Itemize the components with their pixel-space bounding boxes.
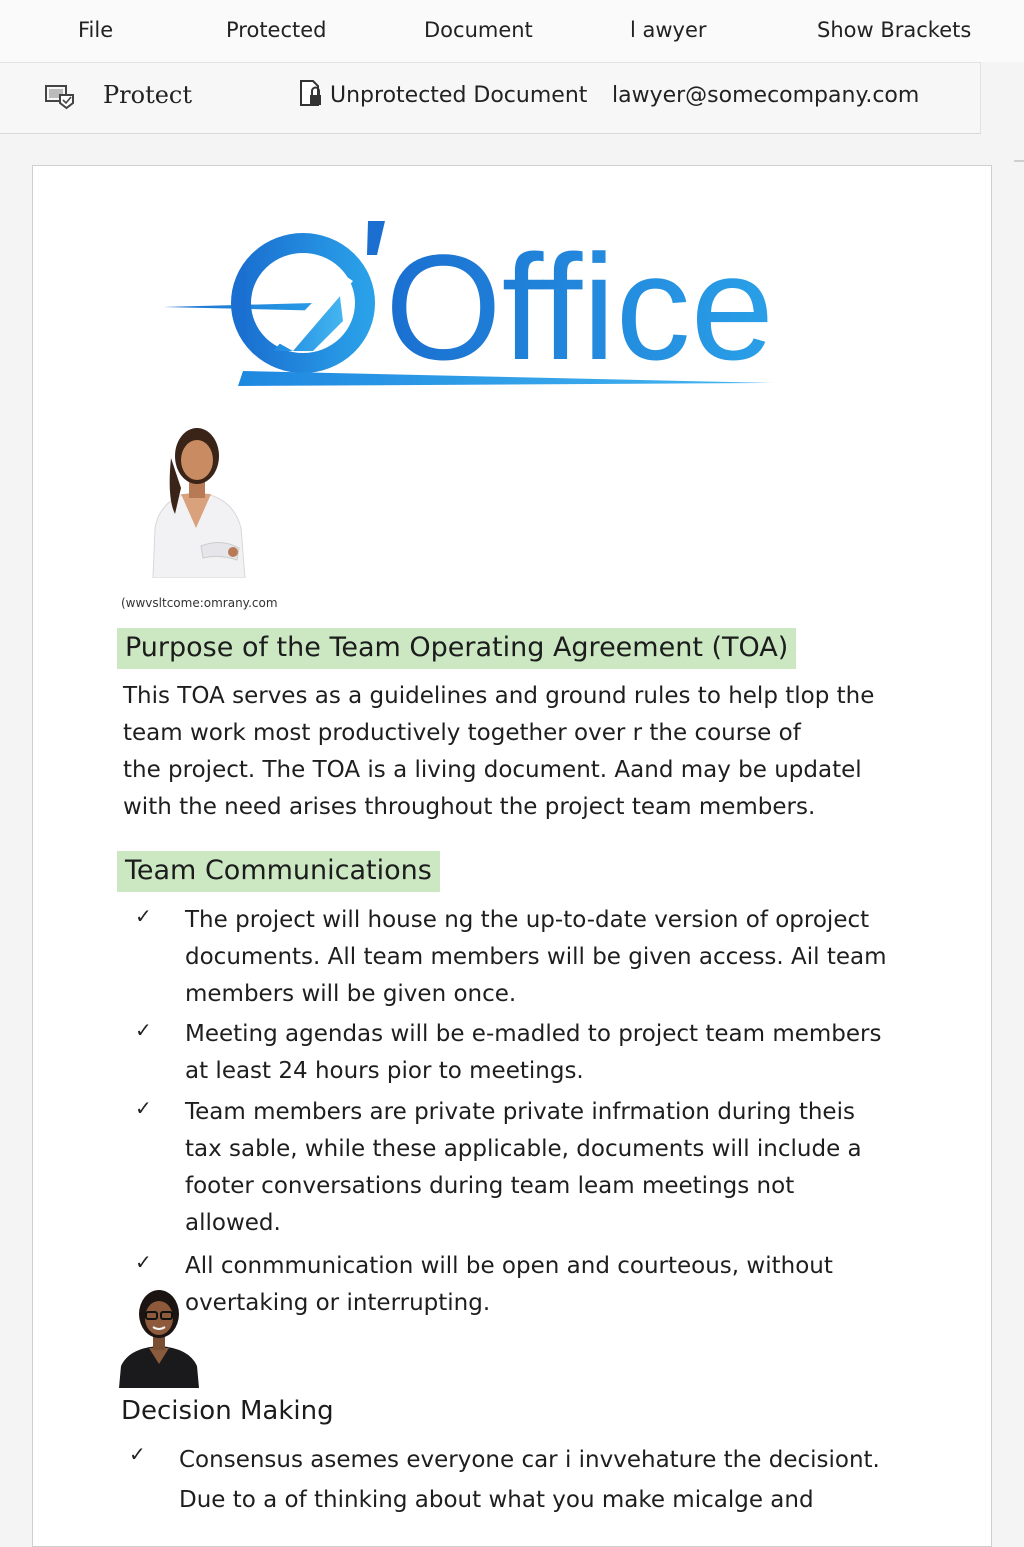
purpose-line: This TOA serves as a guidelines and ground rules to help tlop the (123, 683, 875, 709)
protect-icon[interactable] (44, 83, 76, 111)
bullet-line: allowed. (185, 1210, 281, 1236)
logo-text: Office (385, 223, 775, 391)
check-icon: ✓ (129, 1442, 146, 1466)
office-logo (163, 211, 803, 391)
communications-heading: Team Communications (117, 851, 440, 892)
menu-bar (0, 0, 1024, 62)
check-icon: ✓ (135, 1250, 152, 1274)
user-email: lawyer@somecompany.com (612, 83, 920, 108)
document-page (32, 165, 992, 1547)
document-status: Unprotected Document (330, 83, 588, 108)
website-url: (wwvsltcome:omrany.com (121, 596, 278, 610)
bullet-line: overtaking or interrupting. (185, 1290, 491, 1316)
menu-file[interactable]: File (78, 18, 114, 42)
check-icon: ✓ (135, 1096, 152, 1120)
decision-heading: Decision Making (121, 1396, 334, 1426)
bullet-line: footer conversations during team leam meetings not (185, 1173, 795, 1199)
check-icon: ✓ (135, 1018, 152, 1042)
bullet-line: tax sable, while these applicable, documents will include a (185, 1136, 862, 1162)
toolbar (0, 62, 981, 134)
purpose-line: the project. The TOA is a living document. Aand may be updatel (123, 757, 862, 783)
bullet-line: members will be given once. (185, 981, 517, 1007)
purpose-line: team work most productively together over r the course of (123, 720, 801, 746)
purpose-line: with the need arises throughout the project team members. (123, 794, 816, 820)
purpose-paragraph (123, 678, 903, 826)
document-lock-icon (298, 79, 324, 109)
bullet-line: documents. All team members will be given access. Ail team (185, 944, 887, 970)
bullet-line: at least 24 hours pior to meetings. (185, 1058, 584, 1084)
bullet-line: The project will house ng the up-to-date version of oproject (185, 907, 870, 933)
person-photo (119, 1282, 199, 1388)
bullet-line: All conmmunication will be open and courteous, without (185, 1253, 833, 1279)
bullet-line: Team members are private private infrmation during theis (185, 1099, 855, 1125)
person-photo (141, 418, 251, 578)
menu-show-brackets[interactable]: Show Brackets (817, 18, 972, 42)
protect-button[interactable]: Protect (103, 81, 193, 109)
bullet-line: Due to a of thinking about what you make micalge and (179, 1487, 814, 1513)
menu-lawyer[interactable]: l awyer (630, 18, 707, 42)
check-icon: ✓ (135, 904, 152, 928)
divider (1014, 160, 1024, 162)
bullet-line: Meeting agendas will be e-madled to project team members (185, 1021, 882, 1047)
menu-document[interactable]: Document (424, 18, 533, 42)
menu-protected[interactable]: Protected (226, 18, 327, 42)
bullet-line: Consensus asemes everyone car i invvehature the decisiont. (179, 1447, 880, 1473)
purpose-heading: Purpose of the Team Operating Agreement (TOA) (117, 628, 796, 669)
